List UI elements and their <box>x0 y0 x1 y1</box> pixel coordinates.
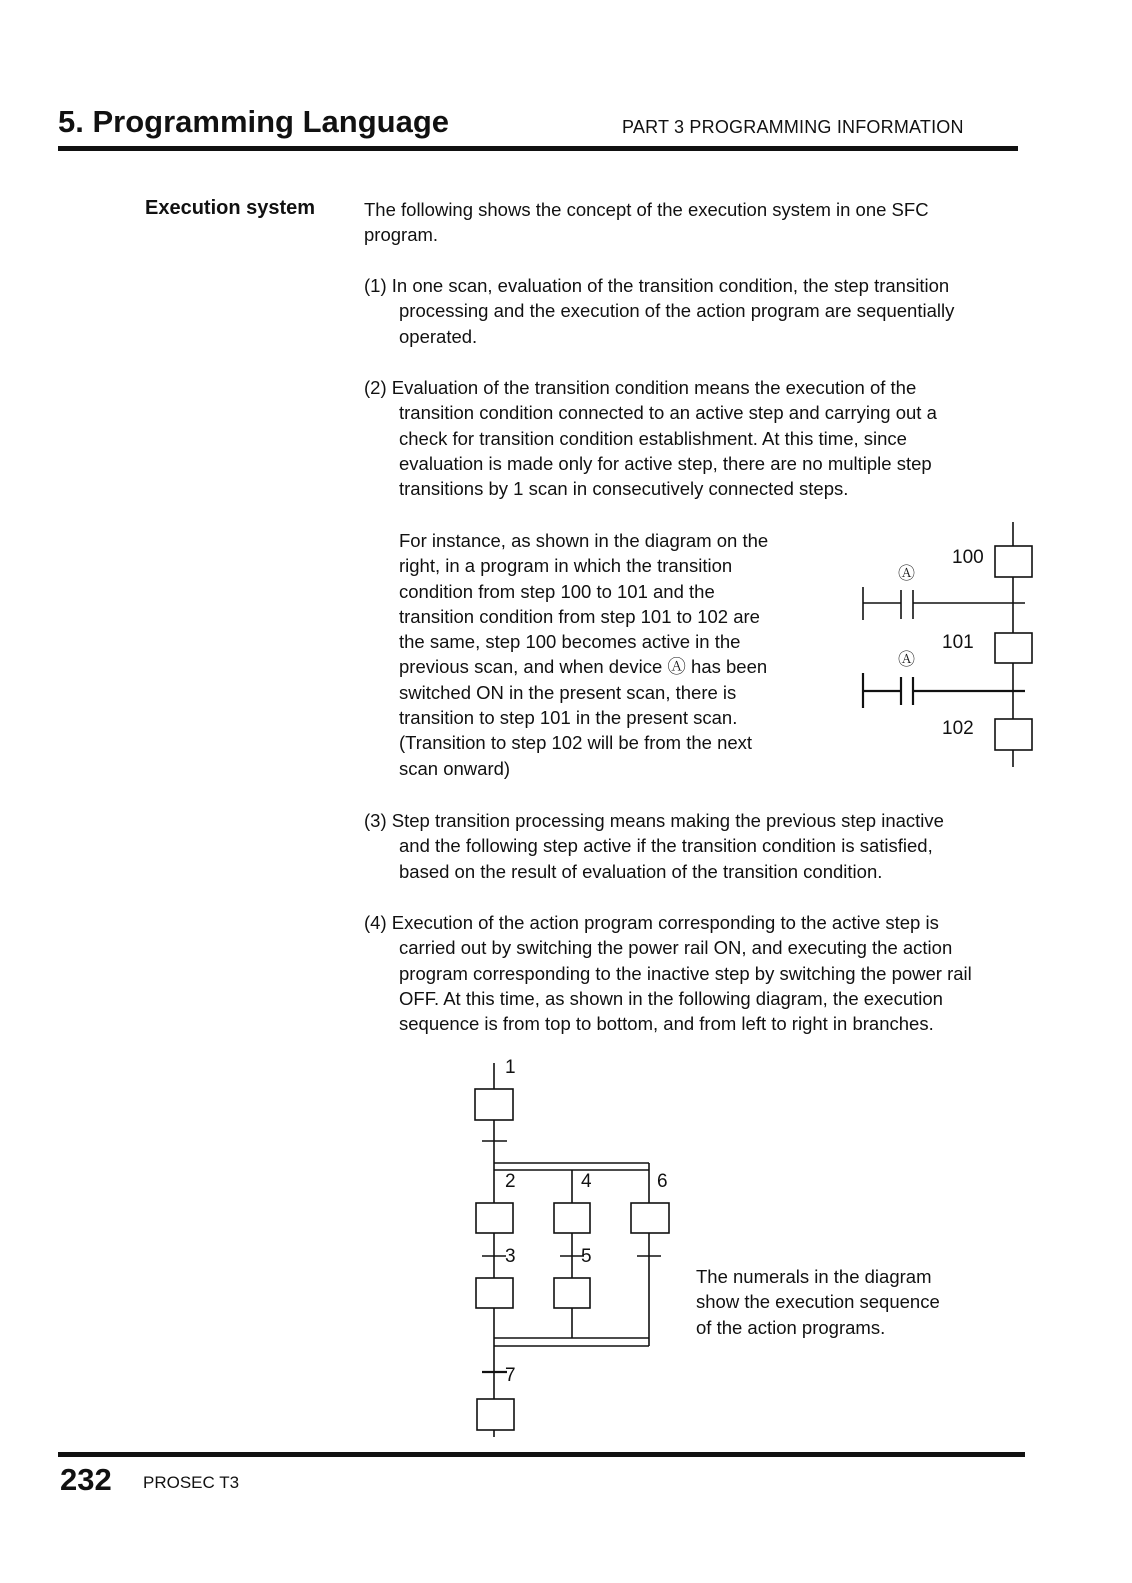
transition-condition-1 <box>863 587 1025 620</box>
step-label-101: 101 <box>942 632 974 653</box>
text-line: program corresponding to the inactive step by switching the power rail <box>399 962 972 984</box>
text-line: (1) In one scan, evaluation of the transition condition, the step transition <box>364 275 950 296</box>
text-line: program. <box>364 224 439 246</box>
step-number-4: 4 <box>581 1171 592 1192</box>
product-name: PROSEC T3 <box>143 1473 240 1492</box>
step-number-1: 1 <box>505 1057 516 1078</box>
text-line: processing and the execution of the action program are sequentially <box>399 300 955 322</box>
step-box-100 <box>995 546 1032 577</box>
text-line: based on the result of evaluation of the transition condition. <box>399 860 883 882</box>
page-number: 232 <box>60 1462 112 1497</box>
text-line: OFF. At this time, as shown in the following diagram, the execution <box>399 987 943 1009</box>
part-label: PART 3 PROGRAMMING INFORMATION <box>622 117 964 137</box>
text-line: previous scan, and when device Ⓐ has been <box>399 656 768 678</box>
sfc-ladder-diagram <box>863 522 1032 767</box>
text-line: (4) Execution of the action program corresponding to the active step is <box>364 912 939 933</box>
text-line: evaluation is made only for active step, there are no multiple step <box>399 452 932 474</box>
text-line: transition condition connected to an active step and carrying out a <box>399 402 937 424</box>
step-box-5 <box>554 1278 590 1308</box>
step-box-4 <box>554 1203 590 1233</box>
text-line: For instance, as shown in the diagram on the <box>399 530 769 551</box>
section-heading: Execution system <box>145 197 316 219</box>
text-line: condition from step 100 to 101 and the <box>399 580 715 602</box>
text-line: transitions by 1 scan in consecutively connected steps. <box>399 478 849 500</box>
step-box-101 <box>995 633 1032 663</box>
chapter-title: 5. Programming Language <box>58 104 450 139</box>
step-label-102: 102 <box>942 718 974 739</box>
step-number-5: 5 <box>581 1246 592 1267</box>
text-line: carried out by switching the power rail ON, and executing the action <box>399 937 953 959</box>
text-line: (Transition to step 102 will be from the next <box>399 732 753 754</box>
text-line: switched ON in the present scan, there is <box>399 681 737 703</box>
step-box-7 <box>477 1399 514 1430</box>
step-label-100: 100 <box>952 547 984 568</box>
device-a-label: Ⓐ <box>898 650 915 669</box>
step-number-3: 3 <box>505 1246 516 1267</box>
text-line: operated. <box>399 325 478 347</box>
text-line: (3) Step transition processing means making the previous step inactive <box>364 810 944 831</box>
text-line: and the following step active if the transition condition is satisfied, <box>399 835 933 857</box>
transition-condition-2 <box>863 673 1025 708</box>
step-number-6: 6 <box>657 1171 668 1192</box>
step-box-6 <box>631 1203 669 1233</box>
footer-rule <box>58 1452 1025 1457</box>
text-line: of the action programs. <box>696 1316 886 1338</box>
text-line: check for transition condition establishment. At this time, since <box>399 427 907 449</box>
text-line: (2) Evaluation of the transition condition means the execution of the <box>364 377 917 398</box>
sfc-branch-diagram <box>475 1057 669 1437</box>
text-line: transition condition from step 101 to 102 are <box>399 605 760 627</box>
step-box-1 <box>475 1089 513 1120</box>
step-number-7: 7 <box>505 1365 516 1386</box>
text-line: scan onward) <box>399 757 511 779</box>
device-a-label: Ⓐ <box>898 564 915 583</box>
text-line: transition to step 101 in the present scan. <box>399 707 738 729</box>
text-line: The numerals in the diagram <box>696 1266 932 1287</box>
step-number-2: 2 <box>505 1171 516 1192</box>
step-box-102 <box>995 719 1032 750</box>
text-line: sequence is from top to bottom, and from left to right in branches. <box>399 1013 934 1035</box>
text-line: show the execution sequence <box>696 1291 940 1313</box>
text-line: right, in a program in which the transition <box>399 555 733 577</box>
text-line: the same, step 100 becomes active in the <box>399 631 741 653</box>
text-line: The following shows the concept of the execution system in one SFC <box>364 199 929 220</box>
step-box-2 <box>476 1203 513 1233</box>
step-box-3 <box>476 1278 513 1308</box>
